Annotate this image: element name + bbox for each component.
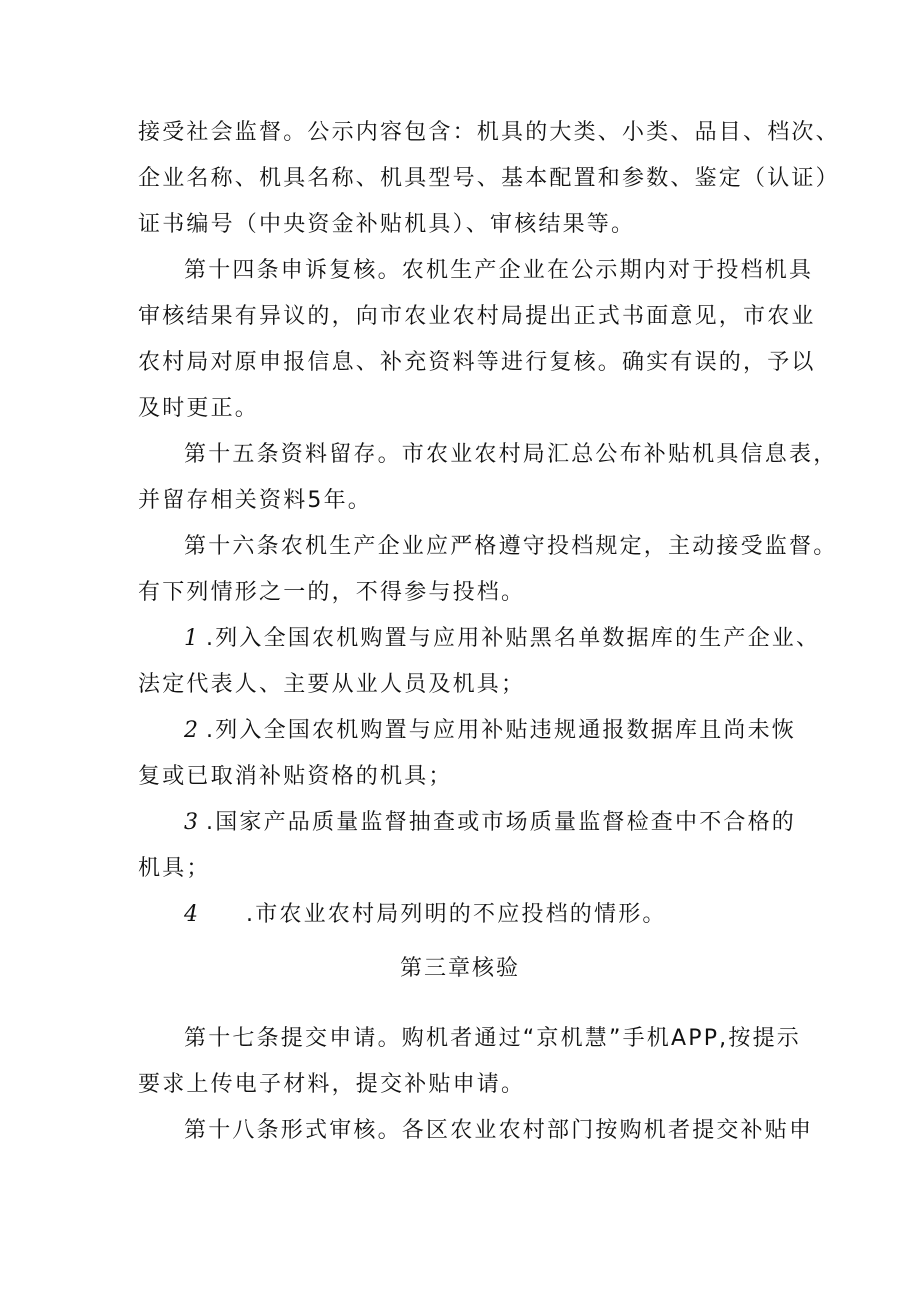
article-16-line: 第十六条农机生产企业应严格遵守投档规定，主动接受监督。 <box>184 534 838 559</box>
article-17-line: 第十七条提交申请。购机者通过“京机慧”手机APP,按提示 <box>184 1026 801 1051</box>
paragraph-line: 法定代表人、主要从业人员及机具； <box>138 672 526 697</box>
list-item-text: 列入全国农机购置与应用补贴黑名单数据库的生产企业、 <box>215 626 821 651</box>
article-14-line: 第十四条申诉复核。农机生产企业在公示期内对于投档机具 <box>184 258 814 283</box>
paragraph-line: 审核结果有异议的，向市农业农村局提出正式书面意见，市农业 <box>138 304 816 329</box>
list-number: 3 <box>184 810 198 835</box>
list-item-3: 3 .国家产品质量监督抽查或市场质量监督检查中不合格的 <box>184 810 797 835</box>
list-number: 1 <box>184 626 198 651</box>
paragraph-line: 要求上传电子材料，提交补贴申请。 <box>138 1072 526 1097</box>
list-item-text: 国家产品质量监督抽查或市场质量监督检查中不合格的 <box>215 810 797 835</box>
list-item-text: 市农业农村局列明的不应投档的情形。 <box>255 902 667 927</box>
paragraph-line: 机具； <box>138 856 211 881</box>
paragraph-line: 复或已取消补贴资格的机具； <box>138 764 453 789</box>
list-item-text: 列入全国农机购置与应用补贴违规通报数据库且尚未恢 <box>215 718 797 743</box>
list-item-4: 4 .市农业农村局列明的不应投档的情形。 <box>184 902 667 927</box>
paragraph-line: 企业名称、机具名称、机具型号、基本配置和参数、鉴定（认证） <box>138 166 840 191</box>
paragraph-line: 接受社会监督。公示内容包含：机具的大类、小类、品目、档次、 <box>138 120 840 145</box>
paragraph-line: 并留存相关资料5年。 <box>138 488 372 513</box>
paragraph-line: 农村局对原申报信息、补充资料等进行复核。确实有误的，予以 <box>138 350 816 375</box>
list-number: 2 <box>184 718 198 743</box>
paragraph-line: 证书编号（中央资金补贴机具）、审核结果等。 <box>138 212 636 237</box>
article-15-line: 第十五条资料留存。市农业农村局汇总公布补贴机具信息表， <box>184 442 838 467</box>
paragraph-line: 有下列情形之一的，不得参与投档。 <box>138 580 526 605</box>
chapter-heading: 第三章核验 <box>399 956 520 981</box>
list-item-2: 2 .列入全国农机购置与应用补贴违规通报数据库且尚未恢 <box>184 718 797 743</box>
paragraph-line: 及时更正。 <box>138 396 260 421</box>
list-number: 4 <box>184 902 198 927</box>
list-item-1: 1 .列入全国农机购置与应用补贴黑名单数据库的生产企业、 <box>184 626 821 651</box>
article-18-line: 第十八条形式审核。各区农业农村部门按购机者提交补贴申 <box>184 1118 814 1143</box>
